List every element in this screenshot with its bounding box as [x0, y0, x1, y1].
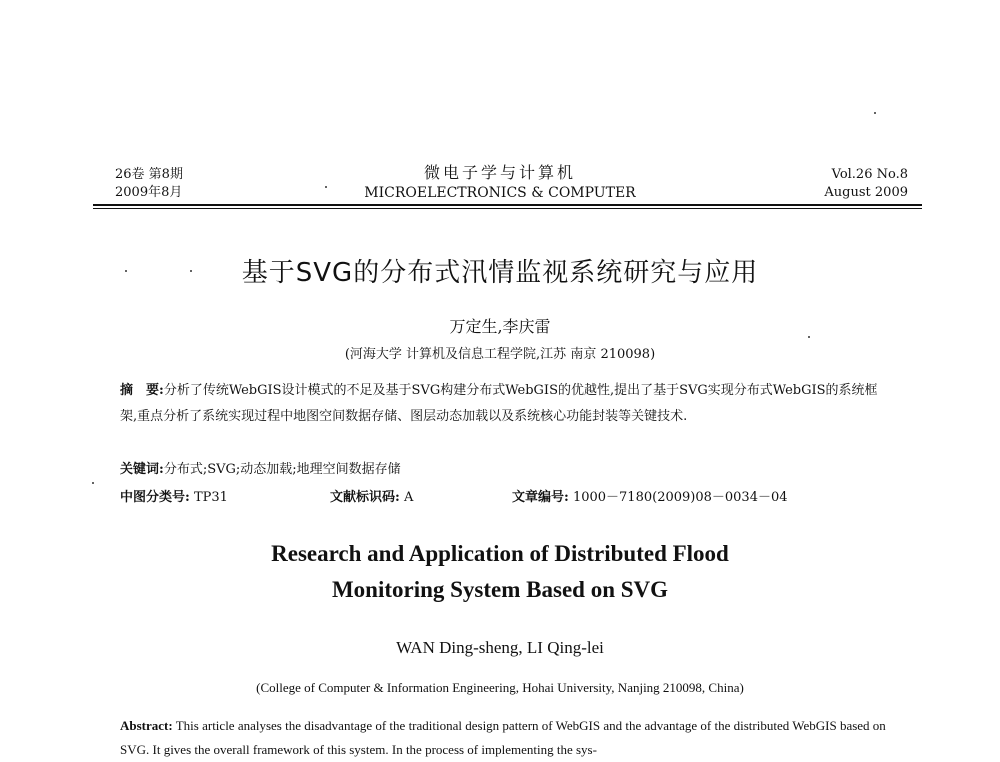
scan-speck [190, 270, 192, 272]
paper-title-en-text: Research and Application of Distributed Flood Monitoring System Based on SVG [271, 541, 729, 602]
authors-cn: 万定生,李庆雷 [449, 317, 551, 336]
abstract-text-cn: 分析了传统WebGIS设计模式的不足及基于SVG构建分布式WebGIS的优越性,提出了基于SVG实现分布式WebGIS的系统框架,重点分析了系统实现过程中地图空间数据存储、图层动态加载以及系统核心功能封装等关键技术. [120, 383, 878, 424]
journal-name-en: MICROELECTRONICS & COMPUTER [364, 185, 636, 201]
volume-en: Vol.26 No.8 [831, 167, 908, 182]
doc-code-value: A [403, 490, 414, 505]
issue-en [824, 166, 908, 202]
journal-name-cn: 微电子学与计算机 [423, 163, 576, 182]
abstract-label-cn: 摘 要: [120, 383, 164, 398]
article-no-value: 1000－7180(2009)08－0034－04 [572, 490, 788, 505]
paper-title-en [0, 536, 1000, 608]
affiliation-en: (College of Computer & Information Engineering, Hohai University, Nanjing 210098, China) [256, 680, 744, 695]
abstract-en [120, 714, 890, 762]
affiliation-cn: (河海大学 计算机及信息工程学院,江苏 南京 210098) [344, 347, 656, 362]
scan-speck [92, 482, 94, 484]
scan-speck [125, 270, 127, 272]
scan-speck [808, 336, 810, 338]
article-no-label: 文章编号: [512, 490, 569, 505]
abstract-cn [120, 378, 890, 430]
abstract-text-en: This article analyses the disadvantage of the traditional design pattern of WebGIS and the advantage of the distributed WebGIS based on SVG. It gives the overall framework of this system. In the process of implementing the sys- [120, 718, 886, 757]
volume-cn: 26卷 第8期 [115, 167, 183, 182]
header-rule-thin [93, 208, 922, 209]
clc-value: TP31 [193, 490, 228, 505]
clc-number [120, 486, 228, 505]
paper-title-cn: 基于SVG的分布式汛情监视系统研究与应用 [241, 258, 759, 288]
abstract-label-en: Abstract: [120, 718, 173, 733]
document-code [330, 486, 413, 505]
scan-speck [874, 112, 876, 114]
keywords-cn [120, 458, 401, 477]
clc-label: 中图分类号: [120, 490, 190, 505]
scan-speck [325, 186, 327, 188]
header-rule-thick [93, 204, 922, 206]
keywords-text-cn: 分布式;SVG;动态加载;地理空间数据存储 [163, 462, 401, 477]
authors-en: WAN Ding-sheng, LI Qing-lei [396, 638, 604, 657]
doc-code-label: 文献标识码: [330, 490, 400, 505]
article-number [512, 486, 788, 505]
date-cn: 2009年8月 [115, 185, 183, 200]
keywords-label-cn: 关键词: [120, 462, 164, 477]
date-en: August 2009 [824, 185, 908, 200]
